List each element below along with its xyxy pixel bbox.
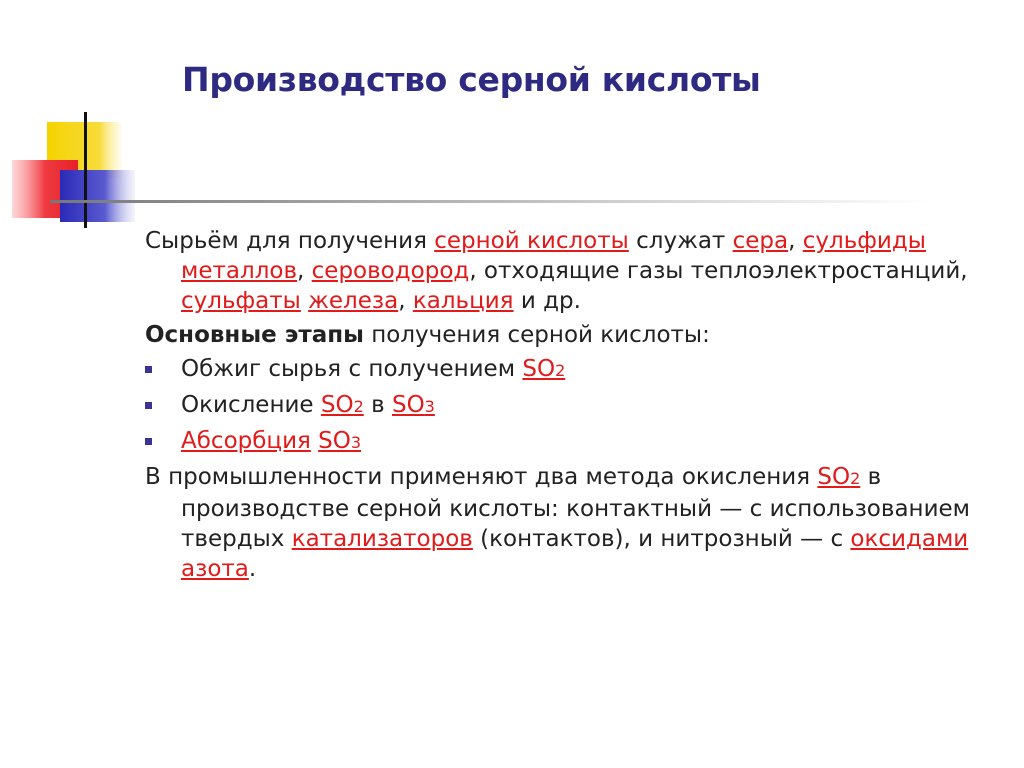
deco-horizontal-line [50,200,930,203]
page-title: Производство серной кислоты [182,60,761,99]
list-item [145,426,1005,458]
text: . [248,556,257,582]
list-item [145,354,1005,386]
text: в производстве серной кислоты: контактный — с использованием твердых [181,464,971,552]
text: , [788,228,803,254]
text: В промышленности применяют два метода окисления [145,464,818,490]
link-so3[interactable]: SO3 [391,392,435,418]
text: (контактов), и нитрозный — с [472,526,851,552]
link-hydrogen-sulfide[interactable]: сероводород [311,258,470,284]
oxidation-methods-paragraph [145,462,1005,584]
list-item [145,390,1005,422]
link-calcium[interactable]: кальция [412,288,514,314]
link-so2[interactable]: SO2 [320,392,364,418]
bullet-square-icon [145,438,152,445]
link-sulfates[interactable]: сульфаты [181,288,301,314]
link-so2[interactable]: SO2 [522,356,566,382]
text: Обжиг сырья с получением [181,356,523,382]
deco-vertical-line [84,112,87,228]
bullet-square-icon [145,402,152,409]
bullet-square-icon [145,366,152,373]
link-so3[interactable]: SO3 [318,428,362,454]
link-catalysts[interactable]: катализаторов [291,526,473,552]
deco-blue-square [60,170,135,222]
text: , [297,258,312,284]
link-absorption[interactable]: Абсорбция [181,428,311,454]
text: , [398,288,413,314]
text: служат [628,228,733,254]
text: и др. [513,288,581,314]
text: Сырьём для получения [145,228,435,254]
bold-text: Основные этапы [145,322,364,348]
main-stages-heading [145,320,1005,350]
link-so2[interactable]: SO2 [817,464,861,490]
slide-body [145,226,1005,588]
text: Окисление [181,392,321,418]
text: , отходящие газы теплоэлектростанций, [469,258,968,284]
link-nitrogen-oxides[interactable]: оксидами азота [181,526,969,582]
link-sulfur[interactable]: сера [732,228,789,254]
raw-materials-paragraph [145,226,1005,316]
link-iron[interactable]: железа [308,288,399,314]
slide-decoration [0,0,1024,240]
link-sulfuric-acid[interactable]: серной кислоты [434,228,629,254]
link-metal-sulfides[interactable]: сульфиды металлов [181,228,926,284]
text: получения серной кислоты: [363,322,710,348]
text: в [363,392,392,418]
